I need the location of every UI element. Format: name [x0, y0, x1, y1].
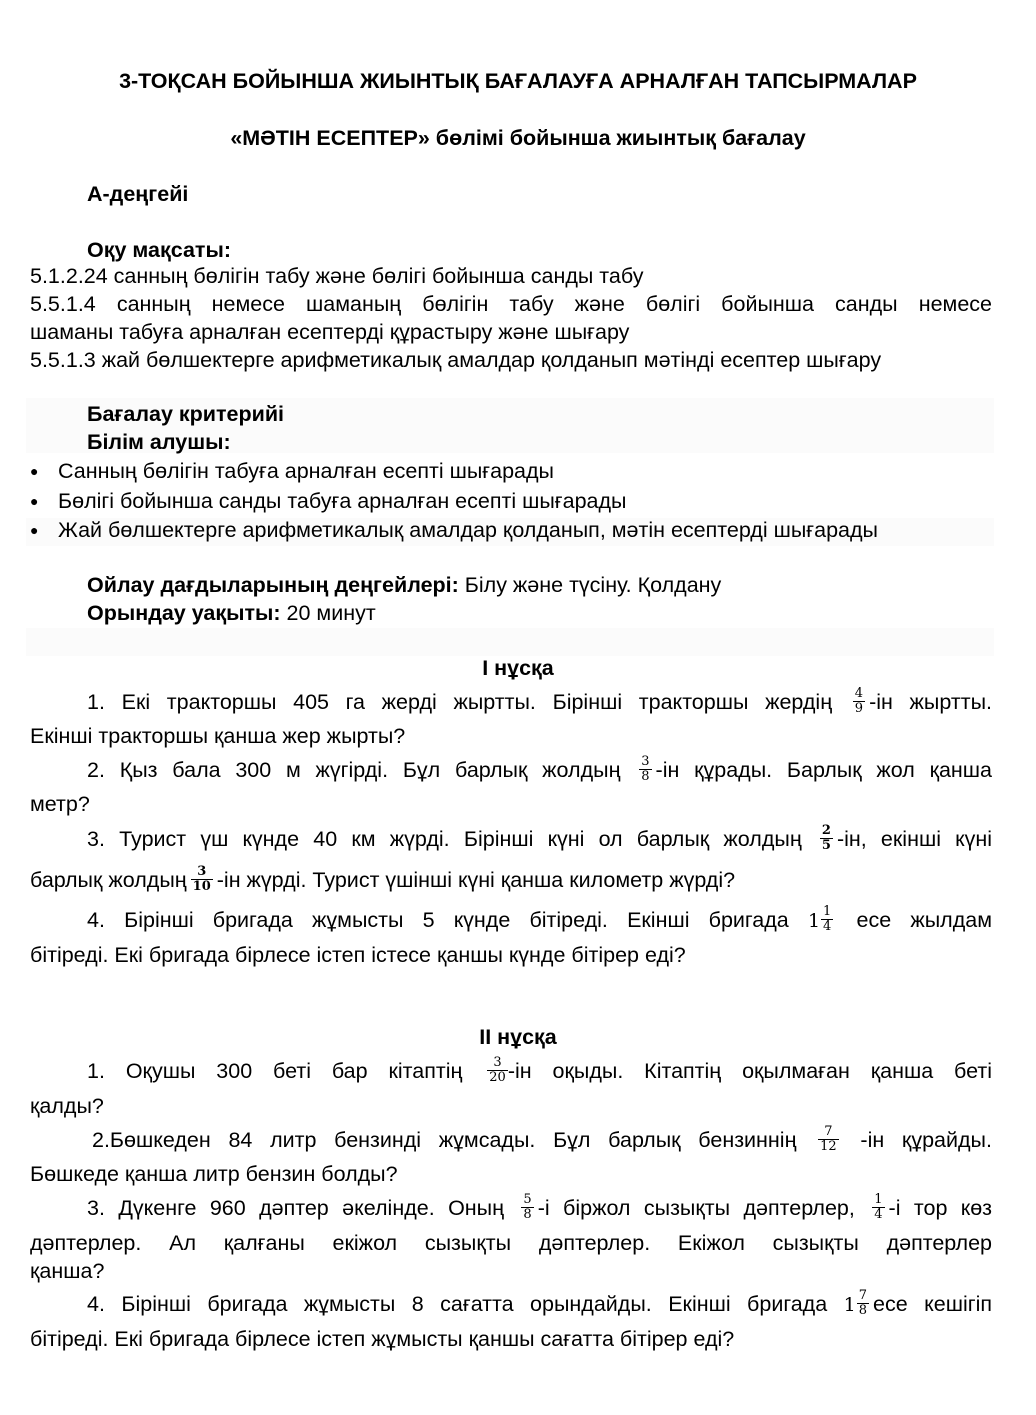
- problem-text: -і тор көз: [888, 1196, 993, 1220]
- criteria-bullet: Бөлігі бойынша санды табуға арналған есепті шығарады: [58, 489, 627, 513]
- fraction: [872, 1193, 884, 1222]
- problem-text: -ін құрады. Барлық жол қанша: [655, 758, 993, 782]
- bullet-icon: ●: [30, 522, 39, 538]
- problem-text: -ін жыртты.: [869, 690, 992, 714]
- problem-text: 2.Бөшкеден 84 литр бензинді жұмсады. Бұл барлық бензиннің: [92, 1128, 797, 1152]
- bullet-icon: ●: [30, 463, 39, 479]
- fraction-numerator: 3: [493, 1054, 502, 1070]
- variant2-problem4-cont: бітіреді. Екі бригада бірлесе істеп жұмысты қаншы сағатта бітірер еді?: [30, 1327, 735, 1351]
- variant1-problem4: [87, 903, 992, 936]
- bullet-icon: ●: [30, 493, 39, 509]
- fraction-denominator: 8: [641, 768, 650, 784]
- fraction-denominator: 8: [858, 1302, 867, 1318]
- skills-value: Білу және түсіну. Қолдану: [458, 573, 722, 597]
- variant2-problem1-cont: қалды?: [30, 1094, 104, 1118]
- problem-text: 1. Оқушы 300 беті бар кітаптің: [87, 1059, 463, 1083]
- problem-text: -ін құрайды.: [860, 1128, 992, 1152]
- mixed-whole: 1: [843, 1294, 856, 1316]
- variant1-problem1: [87, 685, 992, 718]
- fraction-denominator: 8: [523, 1206, 532, 1222]
- variant1-heading: І нұсқа: [482, 656, 554, 680]
- objective-item: шаманы табуға арналған есептерді құрастыру және шығару: [30, 320, 630, 344]
- fraction: [821, 905, 833, 934]
- problem-text: барлық жолдың: [30, 868, 187, 892]
- variant2-problem2-cont: Бөшкеде қанша литр бензин болды?: [30, 1162, 398, 1186]
- criteria-bullet: Жай бөлшектерге арифметикалық амалдар қолданып, мәтін есептерді шығарады: [58, 518, 879, 542]
- problem-text: -і біржол сызықты дәптерлер,: [537, 1196, 855, 1220]
- problem-text: есе кешігіп: [873, 1292, 992, 1316]
- fraction-denominator: 5: [821, 837, 831, 853]
- variant2-problem3: [87, 1191, 993, 1224]
- fraction-numerator: 7: [824, 1123, 833, 1139]
- variant1-problem2-cont: метр?: [30, 792, 90, 816]
- fraction: [857, 1289, 869, 1318]
- objective-item: 5.5.1.3 жай бөлшектерге арифметикалық амалдар қолданып мәтінді есептер шығару: [30, 348, 882, 372]
- document-subtitle: «МӘТІН ЕСЕПТЕР» бөлімі бойынша жиынтық бағалау: [230, 126, 806, 150]
- mixed-whole: 1: [807, 910, 821, 932]
- fraction-numerator: 1: [823, 903, 832, 919]
- time-line: [87, 599, 376, 627]
- fraction: [818, 1125, 839, 1154]
- problem-text: -ін, екінші күні: [836, 827, 992, 851]
- fraction-numerator: 3: [197, 863, 207, 879]
- fraction-numerator: 4: [854, 685, 864, 701]
- fraction-denominator: 20: [489, 1069, 506, 1085]
- variant1-problem4-cont: бітіреді. Екі бригада бірлесе істеп істесе қаншы күнде бітірер еді?: [30, 943, 686, 967]
- objective-item: 5.1.2.24 санның бөлігін табу және бөлігі бойынша санды табу: [30, 264, 644, 288]
- level-heading: А-деңгейі: [87, 182, 189, 206]
- fraction: [820, 824, 833, 853]
- problem-text: 2. Қыз бала 300 м жүгірді. Бұл барлық жолдың: [87, 758, 621, 782]
- variant2-problem4: [87, 1287, 992, 1320]
- fraction-denominator: 10: [192, 878, 211, 894]
- fraction-denominator: 9: [854, 700, 864, 716]
- problem-text: 1. Екі тракторшы 405 га жерді жыртты. Бірінші тракторшы жердің: [87, 690, 833, 714]
- fraction-numerator: 2: [821, 822, 831, 838]
- fraction-numerator: 5: [523, 1191, 532, 1207]
- variant1-problem3-cont: [30, 863, 736, 896]
- fraction-denominator: 4: [874, 1206, 883, 1222]
- variant2-problem2: [92, 1123, 992, 1156]
- problem-text: 4. Бірінші бригада жұмысты 8 сағатта орындайды. Екінші бригада: [87, 1292, 828, 1316]
- fraction: [639, 755, 651, 784]
- problem-text: -ін жүрді. Турист үшінші күні қанша километр жүрді?: [216, 868, 736, 892]
- criteria-heading: Бағалау критерийі: [87, 402, 285, 426]
- fraction-denominator: 12: [820, 1138, 837, 1154]
- problem-text: -ін оқыды. Кітаптің оқылмаған қанша беті: [507, 1059, 992, 1083]
- skills-label: Ойлау дағдыларының деңгейлері:: [87, 573, 459, 597]
- fraction-numerator: 1: [874, 1191, 883, 1207]
- variant2-problem3-cont: дәптерлер. Ал қалғаны екіжол сызықты дәптерлер. Екіжол сызықты дәптерлер: [30, 1231, 992, 1255]
- variant2-heading: ІІ нұсқа: [479, 1025, 557, 1049]
- criteria-bullet: Санның бөлігін табуға арналған есепті шығарады: [58, 459, 555, 483]
- fraction: [521, 1193, 533, 1222]
- fraction: [853, 687, 865, 716]
- objective-item: 5.5.1.4 санның немесе шаманың бөлігін табу және бөлігі бойынша санды немесе: [30, 292, 992, 316]
- fraction-denominator: 4: [823, 918, 832, 934]
- skills-line: [87, 571, 721, 599]
- variant1-problem1-cont: Екінші тракторшы қанша жер жырты?: [30, 724, 406, 748]
- problem-text: 3. Дүкенге 960 дәптер әкелінде. Оның: [87, 1196, 504, 1220]
- time-label: Орындау уақыты:: [87, 601, 281, 625]
- time-value: 20 минут: [280, 601, 376, 625]
- fraction: [191, 865, 213, 894]
- problem-text: 3. Турист үш күнде 40 км жүрді. Бірінші күні ол барлық жолдың: [87, 827, 802, 851]
- objectives-heading: Оқу мақсаты:: [87, 238, 231, 262]
- variant2-problem3-cont2: қанша?: [30, 1259, 105, 1283]
- fraction-numerator: 7: [858, 1287, 867, 1303]
- document-title: 3-ТОҚСАН БОЙЫНША ЖИЫНТЫҚ БАҒАЛАУҒА АРНАЛҒАН ТАПСЫРМАЛАР: [119, 69, 917, 93]
- problem-text: 4. Бірінші бригада жұмысты 5 күнде бітіреді. Екінші бригада: [87, 908, 789, 932]
- variant1-problem3: [87, 822, 992, 855]
- criteria-subheading: Білім алушы:: [87, 430, 231, 454]
- variant2-problem1: [87, 1054, 992, 1087]
- fraction-numerator: 3: [641, 753, 650, 769]
- problem-text: есе жылдам: [856, 908, 992, 932]
- time-band: [26, 628, 994, 656]
- variant1-problem2: [87, 753, 993, 786]
- fraction: [487, 1056, 508, 1085]
